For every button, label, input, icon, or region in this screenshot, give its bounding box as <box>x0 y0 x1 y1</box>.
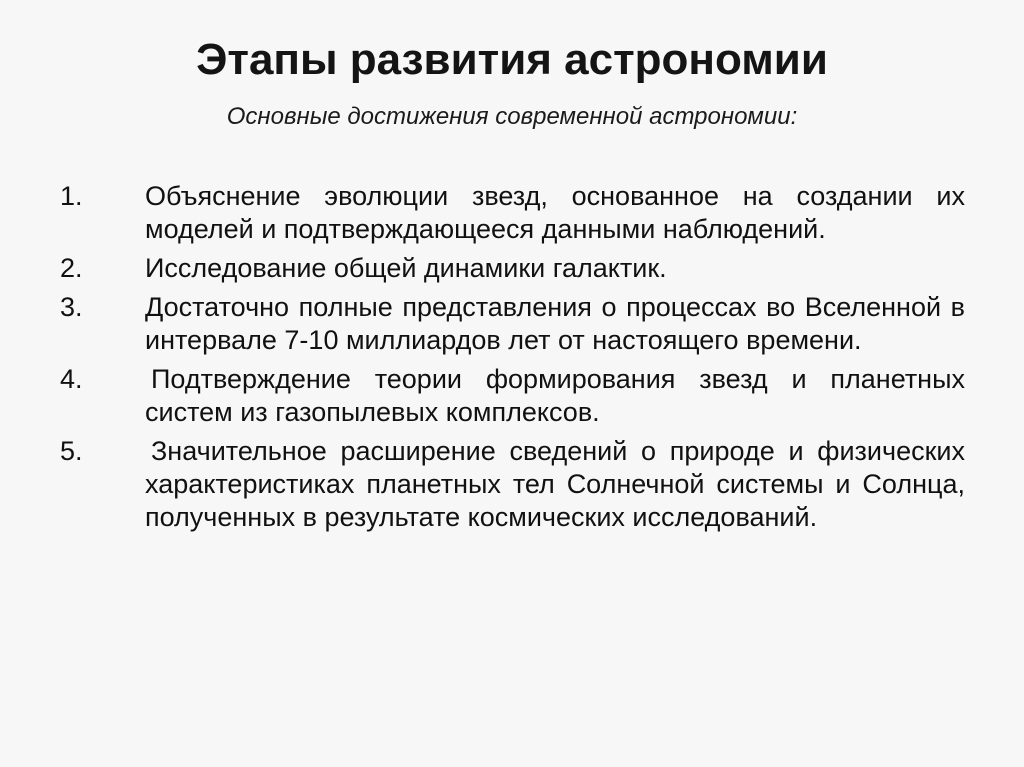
achievements-list <box>60 180 965 540</box>
list-item-number: 2. <box>60 253 83 283</box>
list-item <box>60 435 965 534</box>
list-item-number: 4. <box>60 364 83 394</box>
list-item-text: Исследование общей динамики галактик. <box>145 253 667 283</box>
list-item-number: 5. <box>60 436 83 466</box>
list-item-text: Подтверждение теории формирования звезд и планетных систем из газопылевых комплексов. <box>145 364 965 427</box>
slide-subtitle: Основные достижения современной астрономии: <box>226 103 798 130</box>
slide-title: Этапы развития астрономии <box>196 35 828 84</box>
list-item-text: Достаточно полные представления о процессах во Вселенной в интервале 7-10 миллиардов лет от настоящего времени. <box>145 292 965 355</box>
list-item-text: Значительное расширение сведений о природе и физических характеристиках планетных тел Солнечной системы и Солнца, полученных в результате космических исследований. <box>145 436 965 532</box>
list-item <box>60 363 965 429</box>
list-item-number: 3. <box>60 292 83 322</box>
list-item-number: 1. <box>60 181 83 211</box>
list-item <box>60 252 965 285</box>
list-item-text: Объяснение эволюции звезд, основанное на создании их моделей и подтверждающееся данными наблюдений. <box>145 181 965 244</box>
list-item <box>60 291 965 357</box>
list-item <box>60 180 965 246</box>
